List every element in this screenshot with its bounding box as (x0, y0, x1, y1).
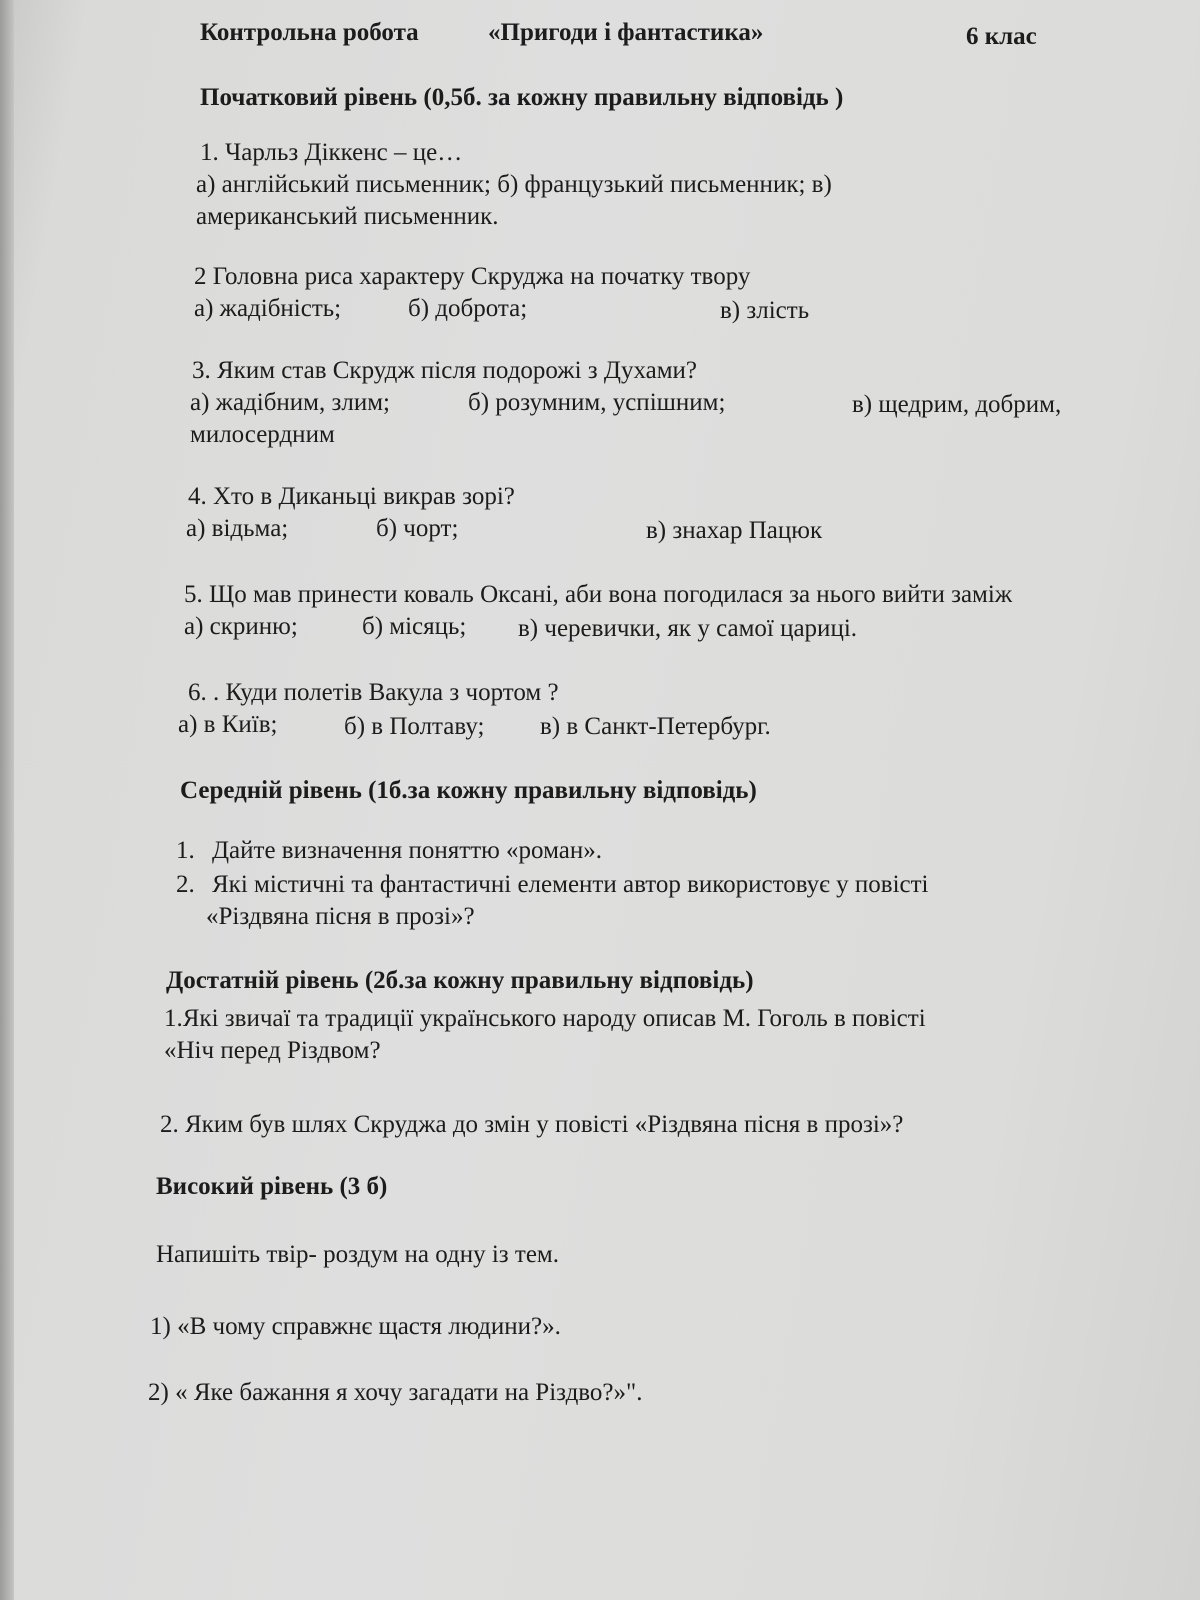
level2-item2-text: Які містичні та фантастичні елементи автор використовує у повісті (212, 871, 929, 898)
q2-option-c: в) злість (720, 297, 810, 324)
q1-options-line1: а) англійський письменник; б) французький письменник; в) (196, 171, 832, 198)
q6-option-b: б) в Полтаву; (344, 713, 485, 740)
level3-heading: Достатній рівень (2б.за кожну правильну відповідь) (166, 967, 754, 994)
q2-question: 2 Головна риса характеру Скруджа на початку твору (194, 263, 751, 290)
level2-item2-number: 2. (176, 871, 195, 898)
level1-heading: Початковий рівень (0,5б. за кожну правильну відповідь ) (200, 84, 844, 111)
q4-option-c: в) знахар Пацюк (646, 517, 823, 544)
q2-option-b: б) доброта; (408, 295, 528, 322)
q3-question: 3. Яким став Скрудж після подорожі з Духами? (192, 357, 698, 384)
q4-option-a: а) відьма; (186, 515, 289, 542)
grade-label: 6 клас (966, 23, 1037, 50)
level2-heading: Середній рівень (1б.за кожну правильну відповідь) (180, 777, 757, 804)
q5-option-c: в) черевички, як у самої цариці. (518, 615, 858, 642)
q5-question: 5. Що мав принести коваль Оксані, аби вона погодилася за нього вийти заміж (184, 581, 1013, 608)
q2-option-a: а) жадібність; (194, 295, 342, 322)
q3-option-a: а) жадібним, злим; (190, 389, 390, 416)
level2-item1-text: Дайте визначення поняттю «роман». (212, 837, 602, 864)
level4-task: Напишіть твір- роздум на одну із тем. (156, 1241, 560, 1268)
level4-heading: Високий рівень (3 б) (156, 1173, 388, 1200)
level3-q2: 2. Яким був шлях Скруджа до змін у повісті «Різдвяна пісня в прозі»? (160, 1111, 904, 1138)
q1-options-line2: американський письменник. (196, 203, 499, 230)
q5-option-a: а) скриню; (184, 613, 298, 640)
essay-topic-1: 1) «В чому справжнє щастя людини?». (150, 1313, 561, 1340)
q3-option-b: б) розумним, успішним; (468, 389, 726, 416)
q6-option-a: а) в Київ; (178, 711, 278, 738)
paper-edge-shadow (0, 0, 14, 1600)
level3-q1-line1: 1.Які звичаї та традиції українського народу описав М. Гоголь в повісті (164, 1005, 926, 1032)
q6-option-c: в) в Санкт-Петербург. (540, 713, 771, 740)
level2-item2-text-cont: «Різдвяна пісня в прозі»? (206, 903, 475, 930)
essay-topic-2: 2) « Яке бажання я хочу загадати на Різдво?»". (148, 1379, 643, 1406)
q3-option-c: в) щедрим, добрим, (852, 391, 1062, 418)
level3-q1-line2: «Ніч перед Різдвом? (164, 1037, 381, 1064)
q4-option-b: б) чорт; (376, 515, 459, 542)
test-title: Контрольна робота (200, 19, 419, 46)
level2-item1-number: 1. (176, 837, 195, 864)
q1-question: 1. Чарльз Діккенс – це… (200, 139, 463, 166)
q5-option-b: б) місяць; (362, 613, 467, 640)
q3-option-c-cont: милосердним (190, 421, 335, 448)
test-topic: «Пригоди і фантастика» (488, 19, 764, 46)
q4-question: 4. Хто в Диканьці викрав зорі? (188, 483, 515, 510)
q6-question: 6. . Куди полетів Вакула з чортом ? (188, 679, 559, 706)
